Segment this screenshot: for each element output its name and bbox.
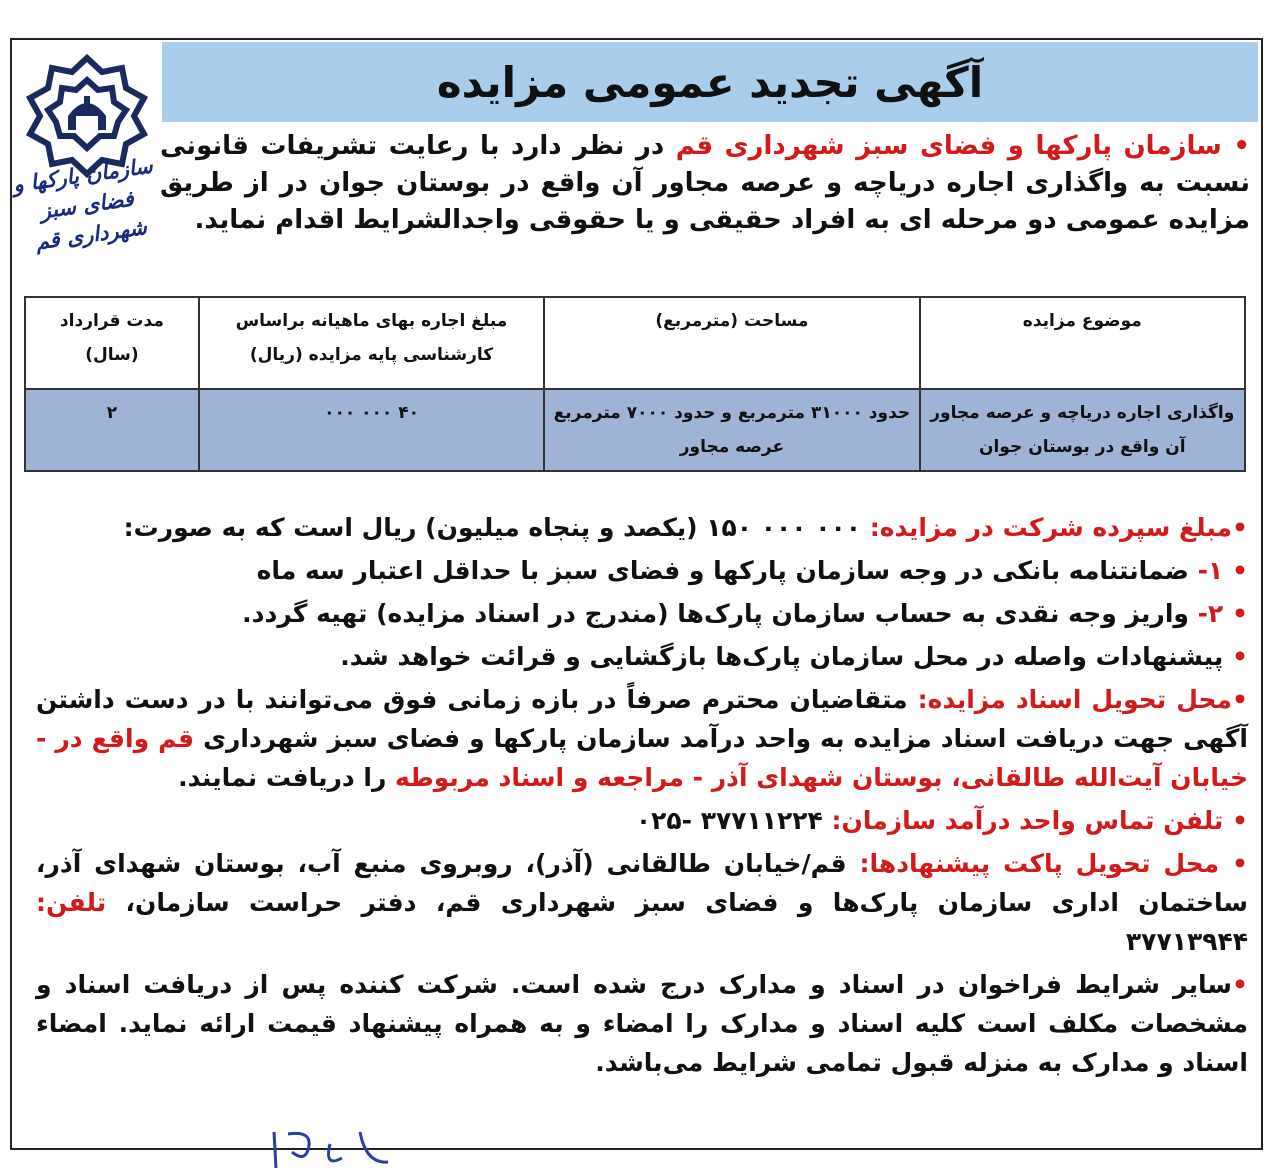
item-2-text: واریز وجه نقدی به حساب سازمان پارک‌ها (مندرج در اسناد مزایده) تهیه گردد. xyxy=(242,599,1198,628)
logo-caption-line2: شهرداری قم xyxy=(33,214,149,255)
deposit-paragraph xyxy=(36,508,1248,547)
title-band xyxy=(162,42,1258,122)
other-conditions-paragraph xyxy=(36,965,1248,1082)
other-conditions-text: سایر شرایط فراخوان در اسناد و مدارک درج شده است. شرکت کننده پس از دریافت اسناد و مشخصات مکلف است کلیه اسناد و مدارک را امضاء و به همراه پیشنهاد قیمت ارائه نماید. امضاء اسناد و مدارک به منزله قبول تمامی شرایط می‌باشد. xyxy=(36,970,1248,1077)
bullet-icon: • xyxy=(1232,513,1248,542)
proposals-paragraph xyxy=(36,637,1248,676)
organization-name: سازمان پارکها و فضای سبز شهرداری قم xyxy=(675,131,1222,161)
delivery-address: قم واقع در - خیابان آیت‌الله طالقانی، بوستان شهدای آذر - مراجعه و اسناد مربوطه xyxy=(36,724,1248,792)
packet-phone-value: ۳۷۷۱۳۹۴۴ xyxy=(1125,927,1248,956)
delivery-text: متقاضیان محترم صرفاً در بازه زمانی فوق می‌توانند با در دست داشتن آگهی جهت دریافت اسناد مزایده به واحد درآمد سازمان پارکها و فضای سبز شهرداری xyxy=(36,685,1248,753)
item-1-number: ۱- xyxy=(1197,556,1224,585)
phone-label: تلفن تماس واحد درآمد سازمان: xyxy=(831,806,1224,835)
notice-title: آگهی تجدید عمومی مزایده xyxy=(436,57,984,107)
delivery-tail: را دریافت نمایند. xyxy=(178,763,396,792)
intro-paragraph xyxy=(160,128,1250,239)
packet-phone-label: تلفن: xyxy=(36,888,107,917)
packet-text: قم/خیابان طالقانی (آذر)، روبروی منبع آب، بوستان شهدای آذر، ساختمان اداری سازمان پارک‌ها و فضای سبز شهرداری قم، دفتر حراست سازمان، xyxy=(36,849,1248,917)
packet-paragraph xyxy=(36,844,1248,961)
bullet-icon: • xyxy=(1232,970,1248,999)
delivery-paragraph xyxy=(36,680,1248,797)
handwritten-mark xyxy=(268,1128,398,1170)
cell-rent: ۴۰ ۰۰۰ ۰۰۰ xyxy=(199,389,544,471)
item-2 xyxy=(36,594,1248,633)
item-1 xyxy=(36,551,1248,590)
item-1-text: ضمانتنامه بانکی در وجه سازمان پارکها و فضای سبز با حداقل اعتبار سه ماه xyxy=(256,556,1198,585)
header-area: مساحت (مترمربع) xyxy=(544,297,919,389)
delivery-label: محل تحویل اسناد مزایده: xyxy=(917,685,1233,714)
phone-value: ۳۷۷۱۱۲۲۴ -۰۲۵ xyxy=(635,806,832,835)
cell-duration: ۲ xyxy=(25,389,199,471)
table-row xyxy=(25,389,1245,471)
phone-paragraph xyxy=(36,801,1248,840)
cell-subject: واگذاری اجاره دریاچه و عرصه مجاور آن واقع در بوستان جوان xyxy=(920,389,1245,471)
header-rent: مبلغ اجاره بهای ماهیانه براساس کارشناسی پایه مزایده (ریال) xyxy=(199,297,544,389)
auction-table xyxy=(24,296,1246,472)
deposit-label: مبلغ سپرده شرکت در مزایده: xyxy=(869,513,1233,542)
header-duration: مدت قرارداد (سال) xyxy=(25,297,199,389)
bullet-icon: • xyxy=(1232,599,1248,628)
bullet-icon: • xyxy=(1232,556,1248,585)
intro-text: در نظر دارد با رعایت تشریفات قانونی نسبت به واگذاری اجاره دریاچه و عرصه مجاور آن واقع در بوستان جوان در از طریق مزایده عمومی دو مرحله ای به افراد حقیقی و یا حقوقی واجدالشرایط اقدام نماید. xyxy=(160,131,1250,235)
cell-area: حدود ۳۱۰۰۰ مترمربع و حدود ۷۰۰۰ مترمربع عرصه مجاور xyxy=(544,389,919,471)
notice-body xyxy=(36,508,1248,1086)
item-2-number: ۲- xyxy=(1197,599,1224,628)
logo-caption-line1: سازمان پارکها و فضای سبز xyxy=(11,152,155,224)
bullet-icon: • xyxy=(1232,685,1248,714)
proposals-text: پیشنهادات واصله در محل سازمان پارک‌ها بازگشایی و قرائت خواهد شد. xyxy=(340,642,1224,671)
table-header-row xyxy=(25,297,1245,389)
packet-label: محل تحویل پاکت پیشنهادها: xyxy=(859,849,1220,878)
bullet-icon: • xyxy=(1232,849,1248,878)
deposit-text: ۰۰۰ ۰۰۰ ۱۵۰ (یکصد و پنجاه میلیون) ریال است که به صورت: xyxy=(123,513,870,542)
bullet-icon: • xyxy=(1232,642,1248,671)
bullet-icon: • xyxy=(1232,806,1248,835)
bullet-icon: • xyxy=(1233,131,1251,161)
header-subject: موضوع مزایده xyxy=(920,297,1245,389)
